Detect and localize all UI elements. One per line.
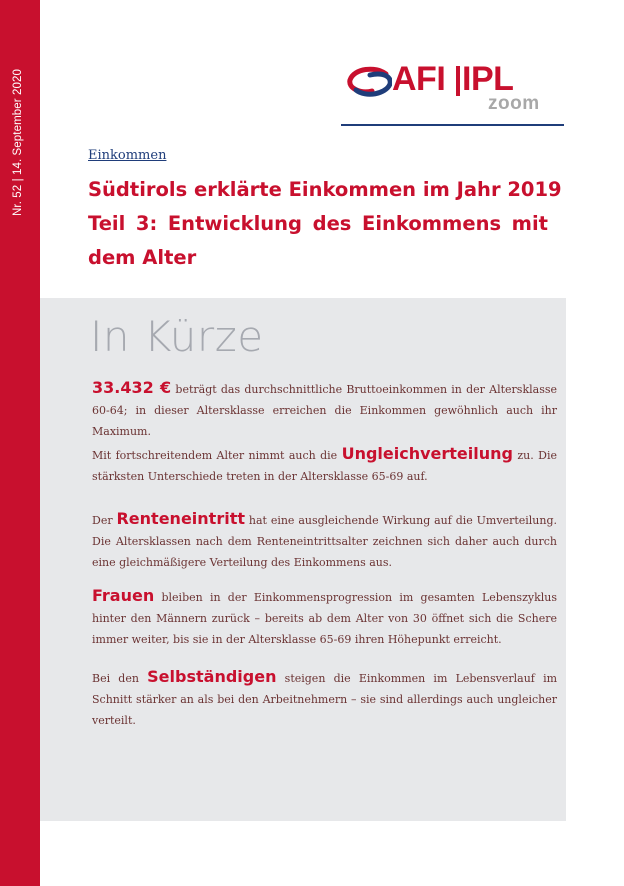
summary-item-highlight: Renteneintritt: [116, 509, 245, 528]
afi-ipl-logo: [346, 62, 566, 124]
summary-item-highlight: Frauen: [92, 586, 155, 605]
title-line-1: Südtirols erklärte Einkommen im Jahr 2019: [88, 178, 562, 201]
summary-item-lead: Der: [92, 514, 113, 527]
summary-item-5: [92, 666, 557, 731]
logo-ipl-text: IPL: [462, 60, 514, 98]
summary-item-2: [92, 443, 557, 487]
summary-item-lead: Bei den: [92, 672, 139, 685]
summary-item-highlight: Selbständigen: [147, 667, 277, 686]
summary-item-text: steigen die Einkommen im Lebensverlauf im Schnitt stärker an als bei den Arbeitnehmern – sie sind allerdings auch ungleicher verteilt.: [92, 672, 558, 727]
summary-item-highlight: Ungleichverteilung: [341, 444, 513, 463]
issue-date-label: Nr. 52 | 14. September 2020: [12, 69, 24, 216]
logo-afi-text: AFI: [392, 60, 446, 98]
summary-item-3: [92, 508, 557, 573]
summary-item-text: bleiben in der Einkommensprogression im gesamten Lebenszyklus hinter den Männern zurück – bereits ab dem Alter von 30 öffnet sich die Schere immer weiter, bis sie in der Altersklasse 65-69 ihren Höhepunkt erreicht.: [92, 591, 557, 646]
category-link[interactable]: Einkommen: [88, 148, 167, 163]
summary-item-text: zu. Die stärksten Unterschiede treten in der Altersklasse 65-69 auf.: [92, 449, 557, 483]
summary-item-text: beträgt das durchschnittliche Bruttoeinkommen in der Altersklasse 60-64; in dieser Altersklasse erreichen die Einkommen gewöhnlich auch ihr Maximum.: [92, 383, 557, 438]
summary-item-text: hat eine ausgleichende Wirkung auf die Umverteilung. Die Altersklassen nach dem Renteneintrittsalter zeichnen sich daher auch durch eine gleichmäßigere Verteilung des Einkommens aus.: [92, 514, 558, 569]
summary-heading: In Kürze: [90, 312, 264, 361]
logo-divider: [456, 66, 460, 96]
summary-item-lead: Mit fortschreitendem Alter nimmt auch die: [92, 449, 338, 462]
title-line-2: Teil 3: Entwicklung des Einkommens mit: [88, 212, 548, 235]
title-line-3: dem Alter: [88, 246, 197, 269]
summary-item-1: [92, 377, 557, 442]
summary-item-4: [92, 585, 557, 650]
swoosh-icon: [346, 66, 392, 98]
header-rule: [341, 124, 564, 126]
page-title: [88, 173, 562, 275]
sidebar-band: [0, 0, 40, 886]
summary-item-highlight: 33.432 €: [92, 378, 172, 397]
logo-zoom-text: zoom: [488, 93, 540, 114]
